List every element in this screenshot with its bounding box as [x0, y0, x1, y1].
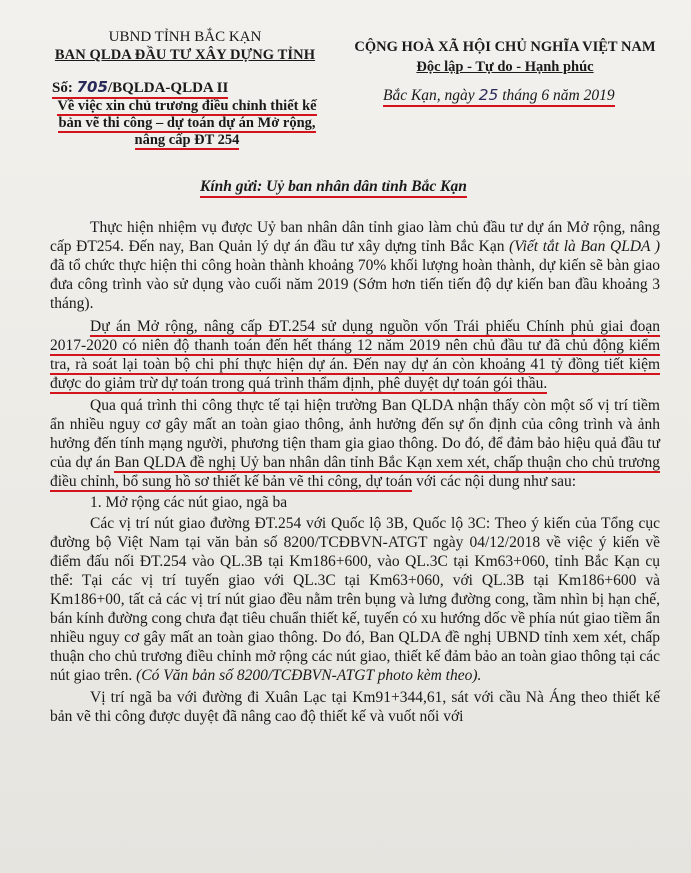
paragraph-3-text-b: với các nội dung như sau: — [412, 473, 577, 490]
nation-title: CỘNG HOÀ XÃ HỘI CHỦ NGHĨA VIỆT NAM — [354, 39, 656, 55]
doc-number-handwritten: 705 — [76, 78, 108, 96]
paragraph-3-marked: Ban QLDA đề nghị Uỷ ban nhân dân tỉnh Bắc Kạn xem xét, chấp thuận cho chủ trương điều chỉnh, bổ sung hồ sơ thiết kế bản vẽ thi công, dự toán — [50, 454, 660, 490]
document-number — [52, 78, 228, 99]
motto: Độc lập - Tự do - Hạnh phúc — [416, 59, 594, 75]
paragraph-3-text-a: Qua quá trình thi công thực tế tại hiện trường Ban QLDA nhận thấy còn một số vị trí tiềm ẩn nhiều nguy cơ gây mất an toàn giao thông, ảnh hưởng đến sự ổn định của công trình và ảnh hưởng đến tính mạng người, phương tiện tham gia giao thông. Do đó, để đảm bảo hiệu quả đầu tư của dự án — [50, 397, 660, 471]
paragraph-3 — [50, 396, 660, 491]
document-body — [50, 218, 660, 726]
date-line — [383, 86, 615, 107]
doc-number-prefix: Số: — [52, 80, 73, 96]
paragraph-4-italic: (Có Văn bản số 8200/TCĐBVN-ATGT photo kèm theo). — [136, 667, 482, 684]
paragraph-2 — [50, 317, 660, 393]
date-rest: tháng 6 năm 2019 — [502, 87, 615, 104]
date-place: Bắc Kạn, ngày — [383, 87, 475, 104]
subject — [52, 98, 322, 149]
national-header — [330, 38, 680, 78]
subject-text: Về việc xin chủ trương điều chỉnh thiết kế bản vẽ thi công – dự toán dự án Mở rộng, nâng cấp ĐT 254 — [57, 98, 317, 148]
paragraph-4-text-a: Các vị trí nút giao đường ĐT.254 với Quốc lộ 3B, Quốc lộ 3C: Theo ý kiến của Tổng cục đường bộ Việt Nam tại văn bản số 8200/TCĐBVN-ATGT ngày 04/12/2018 về việc ý kiến về điểm đấu nối ĐT.254 vào QL.3B tại Km186+600, vào QL.3C tại Km63+060, tỉnh Bắc Kạn cụ thể: Tại các vị trí tuyến giao với QL.3C tại Km63+060, với QL.3B tại Km186+600 và Km186+00, tất cả các vị trí nút giao đều nằm trên bụng và lưng đường cong, tầm nhìn bị hạn chế, bán kính đường cong chưa đạt tiêu chuẩn thiết kế, tuyến có xu hướng dốc về phía nút giao tiềm ẩn nhiều nguy cơ gây mất an toàn giao thông. Do đó, Ban QLDA đề nghị UBND tỉnh xem xét, chấp thuận cho chủ trương điều chỉnh mở rộng các nút giao, thiết kế đảm bảo an toàn giao thông tại các nút giao trên. — [50, 515, 660, 684]
paragraph-4 — [50, 514, 660, 685]
paragraph-1-italic: (Viết tắt là Ban QLDA ) — [509, 238, 660, 255]
paragraph-2-marked: Dự án Mở rộng, nâng cấp ĐT.254 sử dụng nguồn vốn Trái phiếu Chính phủ giai đoạn 2017-2020 có niên độ thanh toán đến hết tháng 12 năm 2019 nên chủ đầu tư đã chủ động kiểm tra, rà soát lại toàn bộ chi phí thực hiện dự án. Đến nay dự án còn khoảng 41 tỷ đồng tiết kiệm được do giảm trừ dự toán trong quá trình thẩm định, phê duyệt dự toán gói thầu. — [50, 318, 660, 392]
date-day-handwritten: 25 — [478, 86, 499, 104]
paragraph-1-text-b: đã tổ chức thực hiện thi công hoàn thành khoảng 70% khối lượng hoàn thành, dự kiến sẽ bàn giao đưa công trình vào sử dụng vào cuối năm 2019 (Sớm hơn tiến tiến độ dự kiến ban đầu khoảng 3 tháng). — [50, 257, 660, 312]
paragraph-1-text-a: Thực hiện nhiệm vụ được Uỷ ban nhân dân tỉnh giao làm chủ đầu tư dự án Mở rộng, nâng cấp ĐT254. Đến nay, Ban Quản lý dự án đầu tư xây dựng tỉnh Bắc Kạn — [50, 219, 660, 255]
doc-number-suffix: /BQLDA-QLDA II — [107, 80, 229, 96]
issuer-header — [40, 28, 330, 64]
issuer-parent-org: UBND TỈNH BẮC KẠN — [108, 29, 262, 45]
recipient: Kính gửi: Uỷ ban nhân dân tỉnh Bắc Kạn — [200, 178, 467, 198]
paragraph-1 — [50, 218, 660, 313]
section-1-title: 1. Mở rộng các nút giao, ngã ba — [90, 494, 288, 511]
paragraph-5: Vị trí ngã ba với đường đi Xuân Lạc tại Km91+344,61, sát với cầu Nà Áng theo thiết kế bản vẽ thi công được duyệt đã nâng cao độ thiết kế và vuốt nối với — [50, 689, 660, 725]
issuer-org-name: BAN QLDA ĐẦU TƯ XÂY DỰNG TỈNH — [54, 47, 316, 63]
